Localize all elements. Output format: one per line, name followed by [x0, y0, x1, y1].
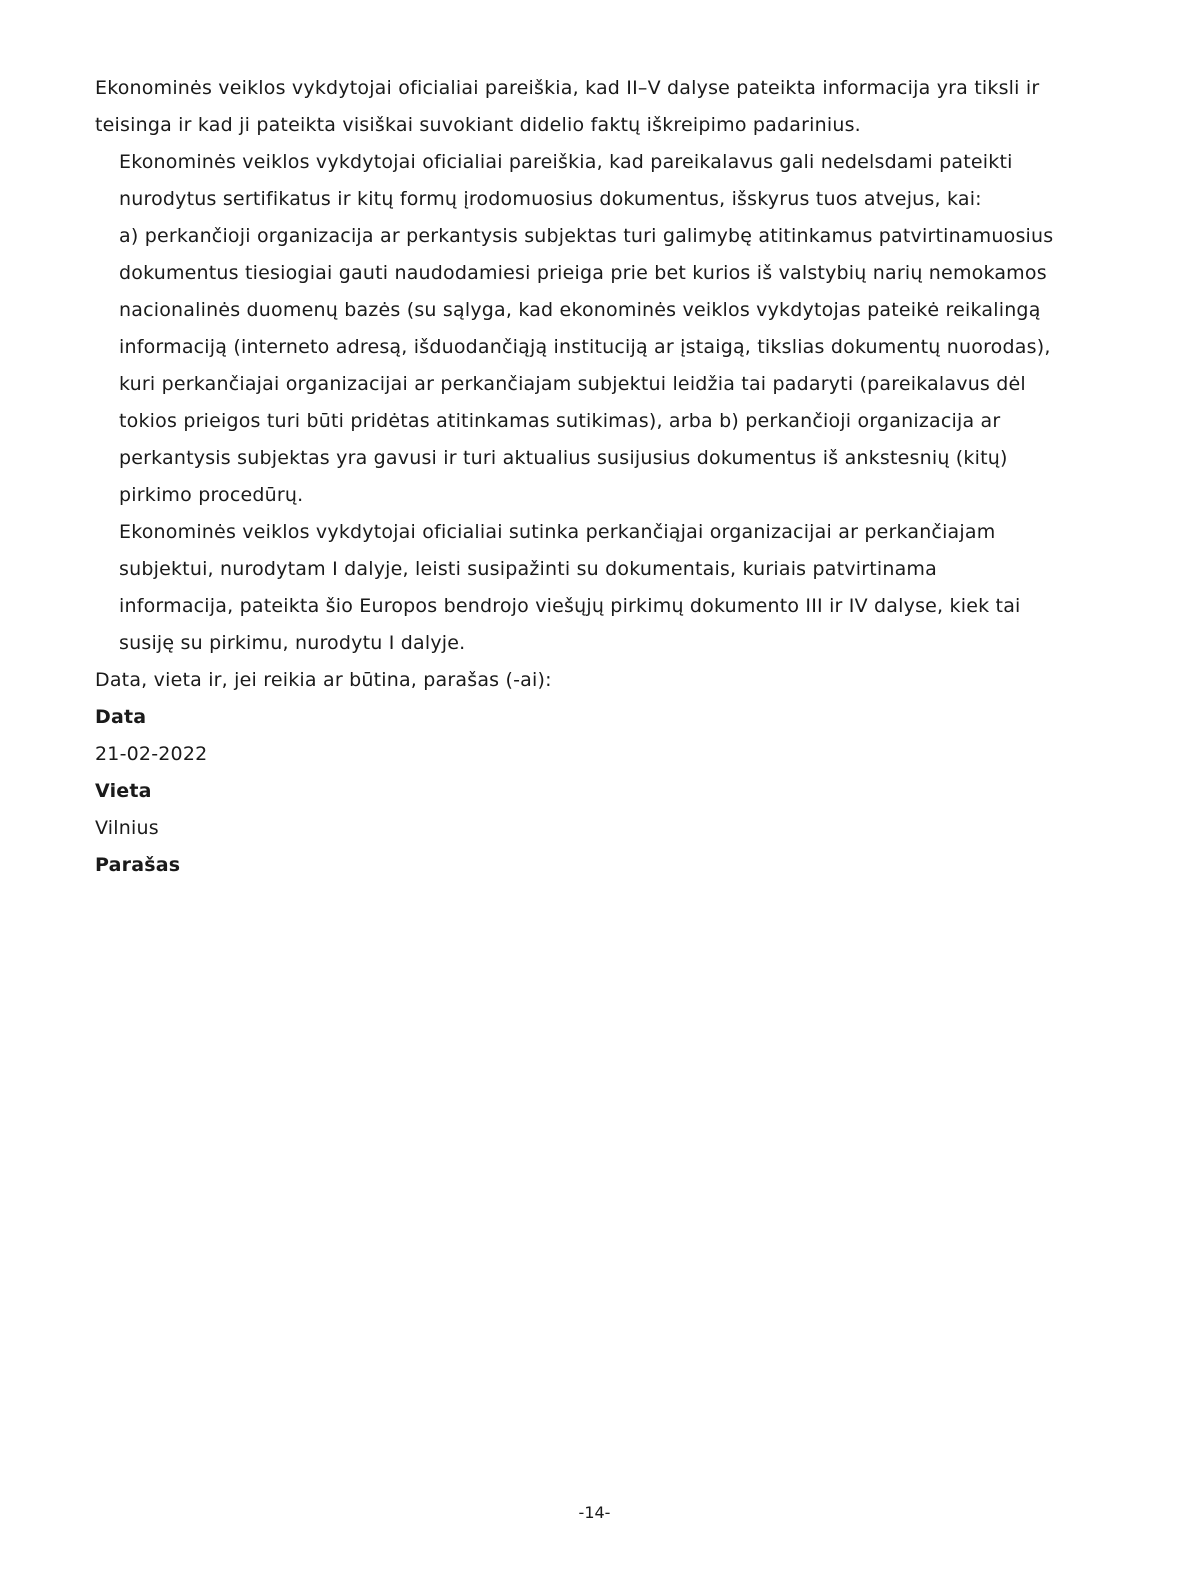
field-value-data: 21-02-2022 — [95, 743, 208, 765]
page-number: -14- — [578, 1503, 611, 1522]
paragraph-signature-intro: Data, vieta ir, jei reikia ar būtina, parašas (-ai): — [95, 669, 552, 691]
field-label-data: Data — [95, 706, 147, 728]
paragraph-declaration-accuracy: Ekonominės veiklos vykdytojai oficialiai pareiškia, kad II–V dalyse pateikta informacija yra tiksli ir teisinga ir kad ji pateikta visiškai suvokiant didelio faktų iškreipimo padarinius. — [95, 77, 1040, 136]
document-body — [95, 70, 1055, 884]
paragraph-declaration-certificates: Ekonominės veiklos vykdytojai oficialiai pareiškia, kad pareikalavus gali nedelsdami pateikti nurodytus sertifikatus ir kitų formų įrodomuosius dokumentus, išskyrus tuos atvejus, kai: — [119, 151, 1013, 210]
field-value-vieta: Vilnius — [95, 817, 159, 839]
paragraph-consent-access: Ekonominės veiklos vykdytojai oficialiai sutinka perkančiąjai organizacijai ar perkančiajam subjektui, nurodytam I dalyje, leisti susipažinti su dokumentais, kuriais patvirtinama informacija, pateikta šio Europos bendrojo viešųjų pirkimų dokumento III ir IV dalyse, kiek tai susiję su pirkimu, nurodytu I dalyje. — [119, 521, 1021, 654]
field-label-parasas: Parašas — [95, 854, 181, 876]
field-label-vieta: Vieta — [95, 780, 152, 802]
paragraph-conditions-a-b: a) perkančioji organizacija ar perkantysis subjektas turi galimybę atitinkamus patvirtinamuosius dokumentus tiesiogiai gauti naudodamiesi prieiga prie bet kurios iš valstybių narių nemokamos nacionalinės duomenų bazės (su sąlyga, kad ekonominės veiklos vykdytojas pateikė reikalingą informaciją (interneto adresą, išduodančiąją instituciją ar įstaigą, tikslias dokumentų nuorodas), kuri perkančiajai organizacijai ar perkančiajam subjektui leidžia tai padaryti (pareikalavus dėl tokios prieigos turi būti pridėtas atitinkamas sutikimas), arba b) perkančioji organizacija ar perkantysis subjektas yra gavusi ir turi aktualius susijusius dokumentus iš ankstesnių (kitų) pirkimo procedūrų. — [119, 225, 1054, 506]
